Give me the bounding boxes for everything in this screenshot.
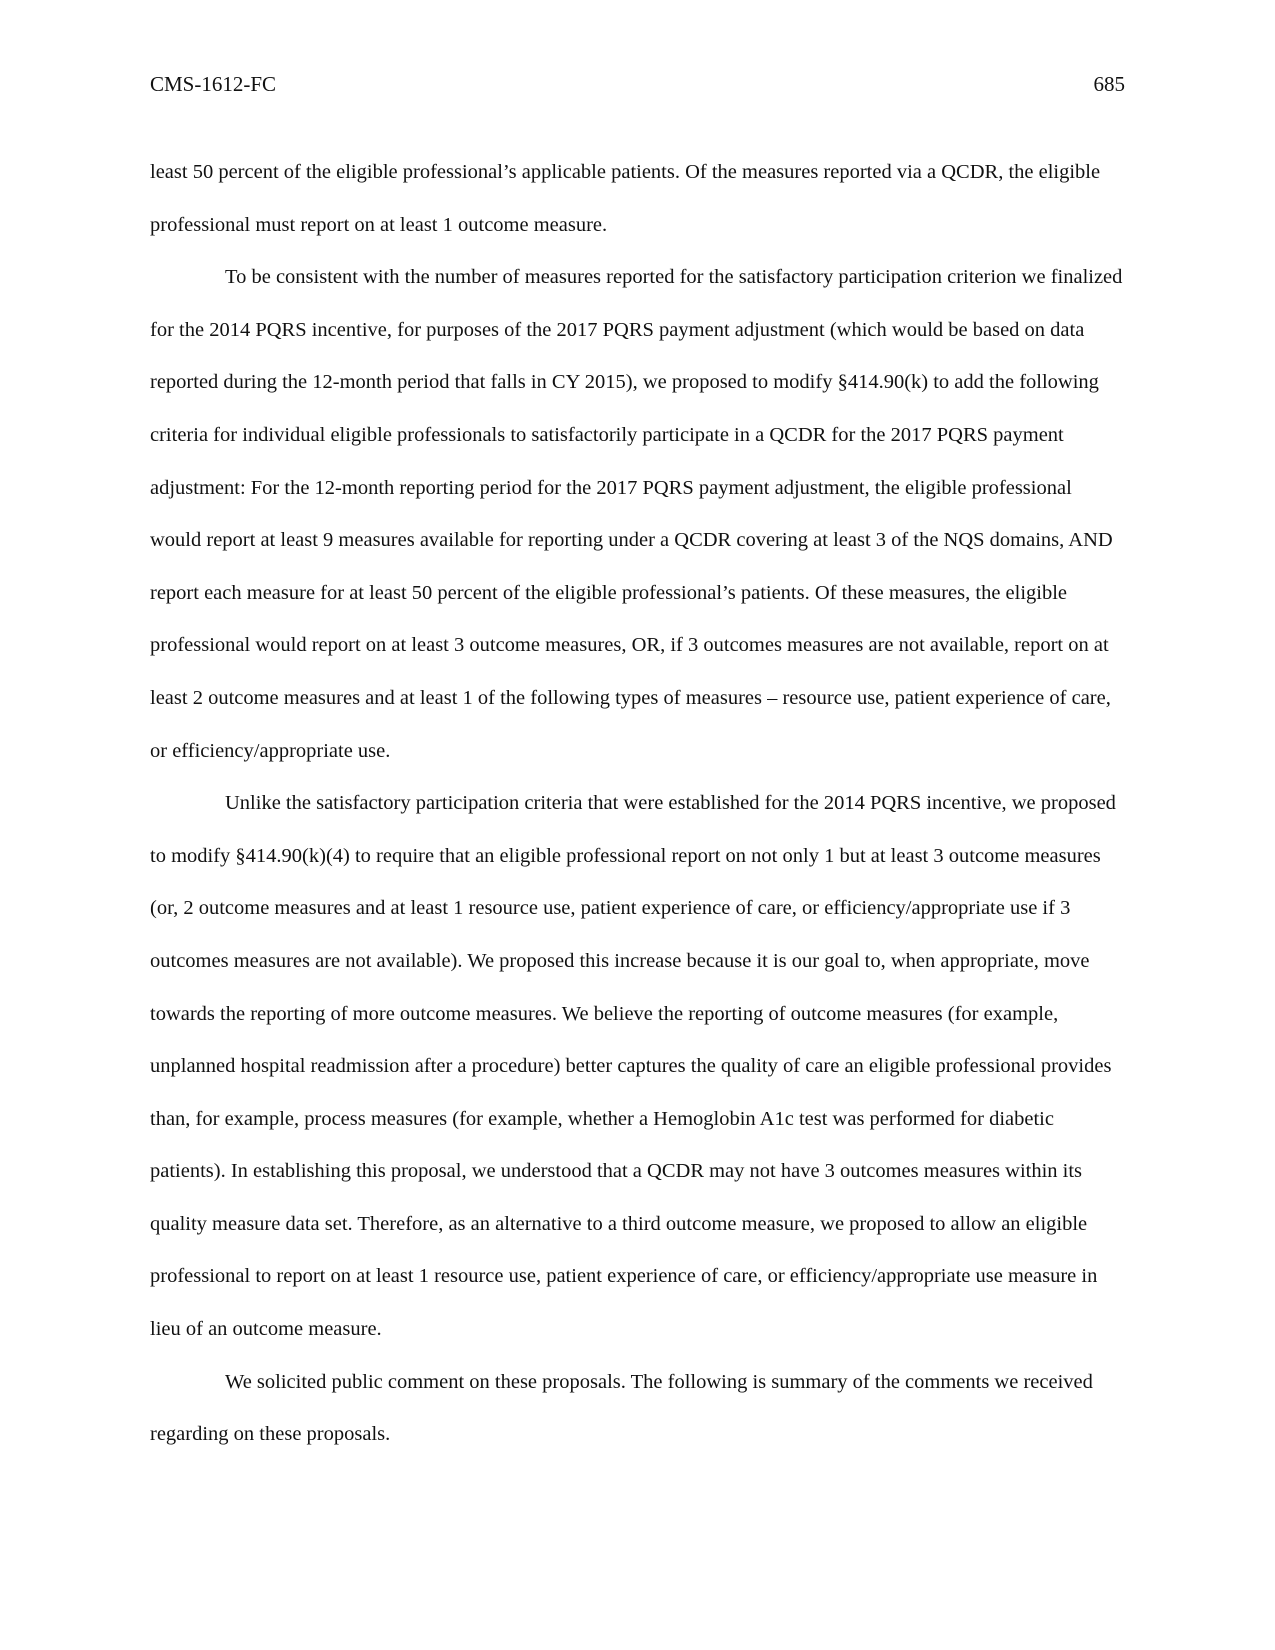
- document-id: CMS-1612-FC: [150, 72, 277, 96]
- page-number: 685: [1093, 72, 1125, 96]
- document-body: [150, 146, 1125, 1461]
- page-header: [150, 72, 1125, 102]
- paragraph-outcome-measures-rationale: Unlike the satisfactory participation criteria that were established for the 2014 PQRS incentive, we proposed to modify §414.90(k)(4) to require that an eligible professional report on not only 1 but at least 3 outcome measures (or, 2 outcome measures and at least 1 resource use, patient experience of care, or efficiency/appropriate use if 3 outcomes measures are not available). We proposed this increase because it is our goal to, when appropriate, move towards the reporting of more outcome measures. We believe the reporting of outcome measures (for example, unplanned hospital readmission after a procedure) better captures the quality of care an eligible professional provides than, for example, process measures (for example, whether a Hemoglobin A1c test was performed for diabetic patients). In establishing this proposal, we understood that a QCDR may not have 3 outcomes measures within its quality measure data set. Therefore, as an alternative to a third outcome measure, we proposed to allow an eligible professional to report on at least 1 resource use, patient experience of care, or efficiency/appropriate use measure in lieu of an outcome measure.: [150, 792, 1116, 1341]
- paragraph-public-comment: We solicited public comment on these proposals. The following is summary of the comments we received regarding on these proposals.: [150, 1370, 1093, 1446]
- paragraph-continuation: least 50 percent of the eligible professional’s applicable patients. Of the measures reported via a QCDR, the eligible professional must report on at least 1 outcome measure.: [150, 161, 1101, 236]
- paragraph-satisfactory-participation-criteria: To be consistent with the number of measures reported for the satisfactory participation criterion we finalized for the 2014 PQRS incentive, for purposes of the 2017 PQRS payment adjustment (which would be based on data reported during the 12-month period that falls in CY 2015), we proposed to modify §414.90(k) to add the following criteria for individual eligible professionals to satisfactorily participate in a QCDR for the 2017 PQRS payment adjustment: For the 12-month reporting period for the 2017 PQRS payment adjustment, the eligible professional would report at least 9 measures available for reporting under a QCDR covering at least 3 of the NQS domains, AND report each measure for at least 50 percent of the eligible professional’s patients. Of these measures, the eligible professional would report on at least 3 outcome measures, OR, if 3 outcomes measures are not available, report on at least 2 outcome measures and at least 1 of the following types of measures – resource use, patient experience of care, or efficiency/appropriate use.: [150, 266, 1123, 762]
